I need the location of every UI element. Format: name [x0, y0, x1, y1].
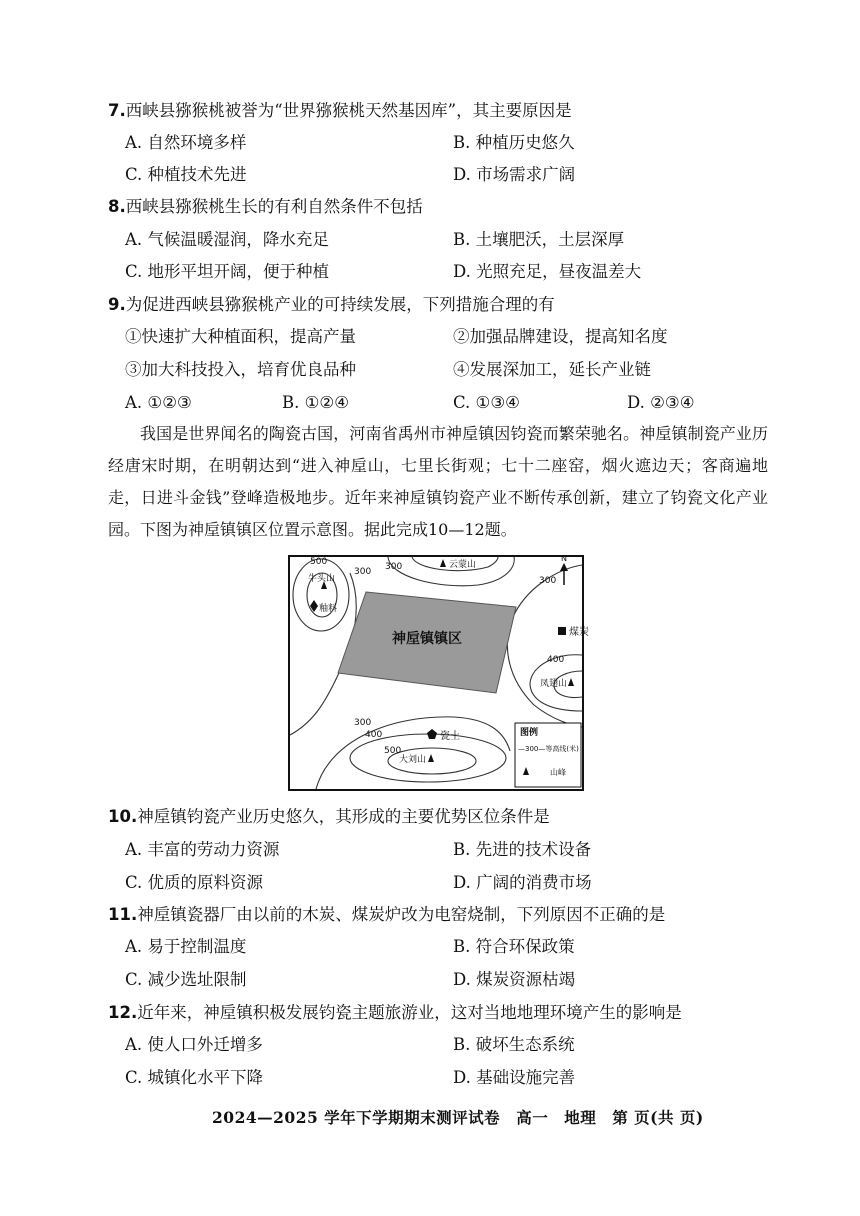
- question-12-stem: [108, 1002, 682, 1024]
- footer-subject: 地理: [564, 1108, 597, 1127]
- option-d: D. ②③④: [627, 393, 695, 412]
- option-b: B. ①②④: [282, 393, 349, 412]
- place-fengchi: 凤翅山: [540, 679, 568, 689]
- question-8-stem: [108, 196, 423, 218]
- question-number: 10.: [108, 807, 138, 826]
- footer-exam-title: 2024—2025 学年下学期期末测评试卷: [212, 1108, 501, 1127]
- option-d: D. 光照充足，昼夜温差大: [453, 262, 642, 281]
- question-number: 11.: [108, 905, 138, 924]
- contour-label: 400: [547, 655, 565, 665]
- option-b: B. 先进的技术设备: [453, 840, 592, 859]
- option-a: A. 气候温暖湿润，降水充足: [125, 230, 329, 249]
- option-d: D. 基础设施完善: [453, 1068, 576, 1087]
- question-number: 12.: [108, 1003, 138, 1022]
- question-text: 西峡县猕猴桃被誉为“世界猕猴桃天然基因库”，其主要原因是: [125, 101, 572, 120]
- statement-1: ①快速扩大种植面积，提高产量: [125, 327, 356, 346]
- question-text: 神垕镇瓷器厂由以前的木炭、煤炭炉改为电窑烧制，下列原因不正确的是: [137, 905, 666, 924]
- question-11-stem: [108, 904, 665, 926]
- contour-label: 300: [354, 567, 372, 577]
- question-text: 西峡县猕猴桃生长的有利自然条件不包括: [125, 197, 423, 216]
- contour-label: 300: [354, 718, 372, 728]
- legend-peak: 山峰: [550, 768, 566, 777]
- option-b: B. 破坏生态系统: [453, 1035, 575, 1054]
- statement-4: ④发展深加工，延长产业链: [453, 360, 651, 379]
- contour-label: 400: [365, 730, 383, 740]
- option-c: C. 地形平坦开阔，便于种植: [125, 262, 330, 281]
- question-number: 9.: [108, 295, 126, 314]
- resource-citu: 瓷土: [440, 731, 460, 742]
- statement-3: ③加大科技投入，培育优良品种: [125, 360, 356, 379]
- resource-youliao: 釉料: [319, 604, 338, 614]
- contour-label: 300: [385, 562, 403, 572]
- option-b: B. 土壤肥沃，土层深厚: [453, 230, 625, 249]
- option-d: D. 广阔的消费市场: [453, 873, 592, 892]
- question-text: 为促进西峡县猕猴桃产业的可持续发展，下列措施合理的有: [125, 295, 555, 314]
- contour-label: 500: [384, 746, 402, 756]
- town-location-map: [288, 554, 589, 791]
- map-legend: [515, 723, 581, 787]
- option-b: B. 种植历史悠久: [453, 133, 575, 152]
- question-9-stem: [108, 294, 555, 316]
- question-text: 近年来，神垕镇积极发展钧瓷主题旅游业，这对当地地理环境产生的影响是: [137, 1003, 682, 1022]
- option-c: C. 减少选址限制: [125, 970, 247, 989]
- option-a: A. 使人口外迁增多: [125, 1035, 263, 1054]
- town-label: 神垕镇镇区: [392, 631, 462, 647]
- footer-page-number: 第 页(共 页): [612, 1108, 704, 1127]
- option-a: A. 丰富的劳动力资源: [125, 840, 280, 859]
- option-a: A. 易于控制温度: [125, 937, 247, 956]
- resource-meitan: 煤炭: [569, 627, 589, 638]
- option-c: C. 城镇化水平下降: [125, 1068, 264, 1087]
- reading-passage: [108, 418, 768, 546]
- place-niutou: 牛头山: [308, 574, 336, 584]
- legend-title: 图例: [520, 728, 539, 738]
- page-footer: [212, 1106, 720, 1128]
- question-text: 神垕镇钧瓷产业历史悠久，其形成的主要优势区位条件是: [137, 807, 550, 826]
- place-dalou: 大刘山: [399, 755, 427, 765]
- question-7-stem: [108, 100, 572, 122]
- coal-icon: [558, 627, 566, 635]
- legend-contour: —300—等高线(米): [518, 745, 579, 753]
- place-yunmeng: 云蒙山: [449, 560, 477, 570]
- option-c: C. 种植技术先进: [125, 165, 247, 184]
- option-a: A. 自然环境多样: [125, 133, 247, 152]
- svg-text:N: N: [561, 554, 567, 563]
- option-c: C. 优质的原料资源: [125, 873, 264, 892]
- footer-grade: 高一: [516, 1108, 549, 1127]
- question-10-stem: [108, 806, 550, 828]
- statement-2: ②加强品牌建设，提高知名度: [453, 327, 668, 346]
- contour-label: 500: [310, 557, 328, 567]
- option-d: D. 煤炭资源枯竭: [453, 970, 576, 989]
- question-number: 7.: [108, 101, 126, 120]
- option-d: D. 市场需求广阔: [453, 165, 576, 184]
- option-a: A. ①②③: [125, 393, 192, 412]
- question-number: 8.: [108, 197, 126, 216]
- option-b: B. 符合环保政策: [453, 937, 575, 956]
- contour-label: 300: [539, 576, 557, 586]
- option-c: C. ①③④: [453, 393, 520, 412]
- passage-text: 我国是世界闻名的陶瓷古国，河南省禹州市神垕镇因钧瓷而繁荣驰名。神垕镇制瓷产业历经唐宋时期，在明朝达到“进入神垕山，七里长街观；七十二座窑，烟火遮边天；客商遍地走，日进斗金钱”登峰造极地步。近年来神垕镇钧瓷产业不断传承创新，建立了钧瓷文化产业园。下图为神垕镇镇区位置示意图。据此完成10—12题。: [108, 424, 768, 539]
